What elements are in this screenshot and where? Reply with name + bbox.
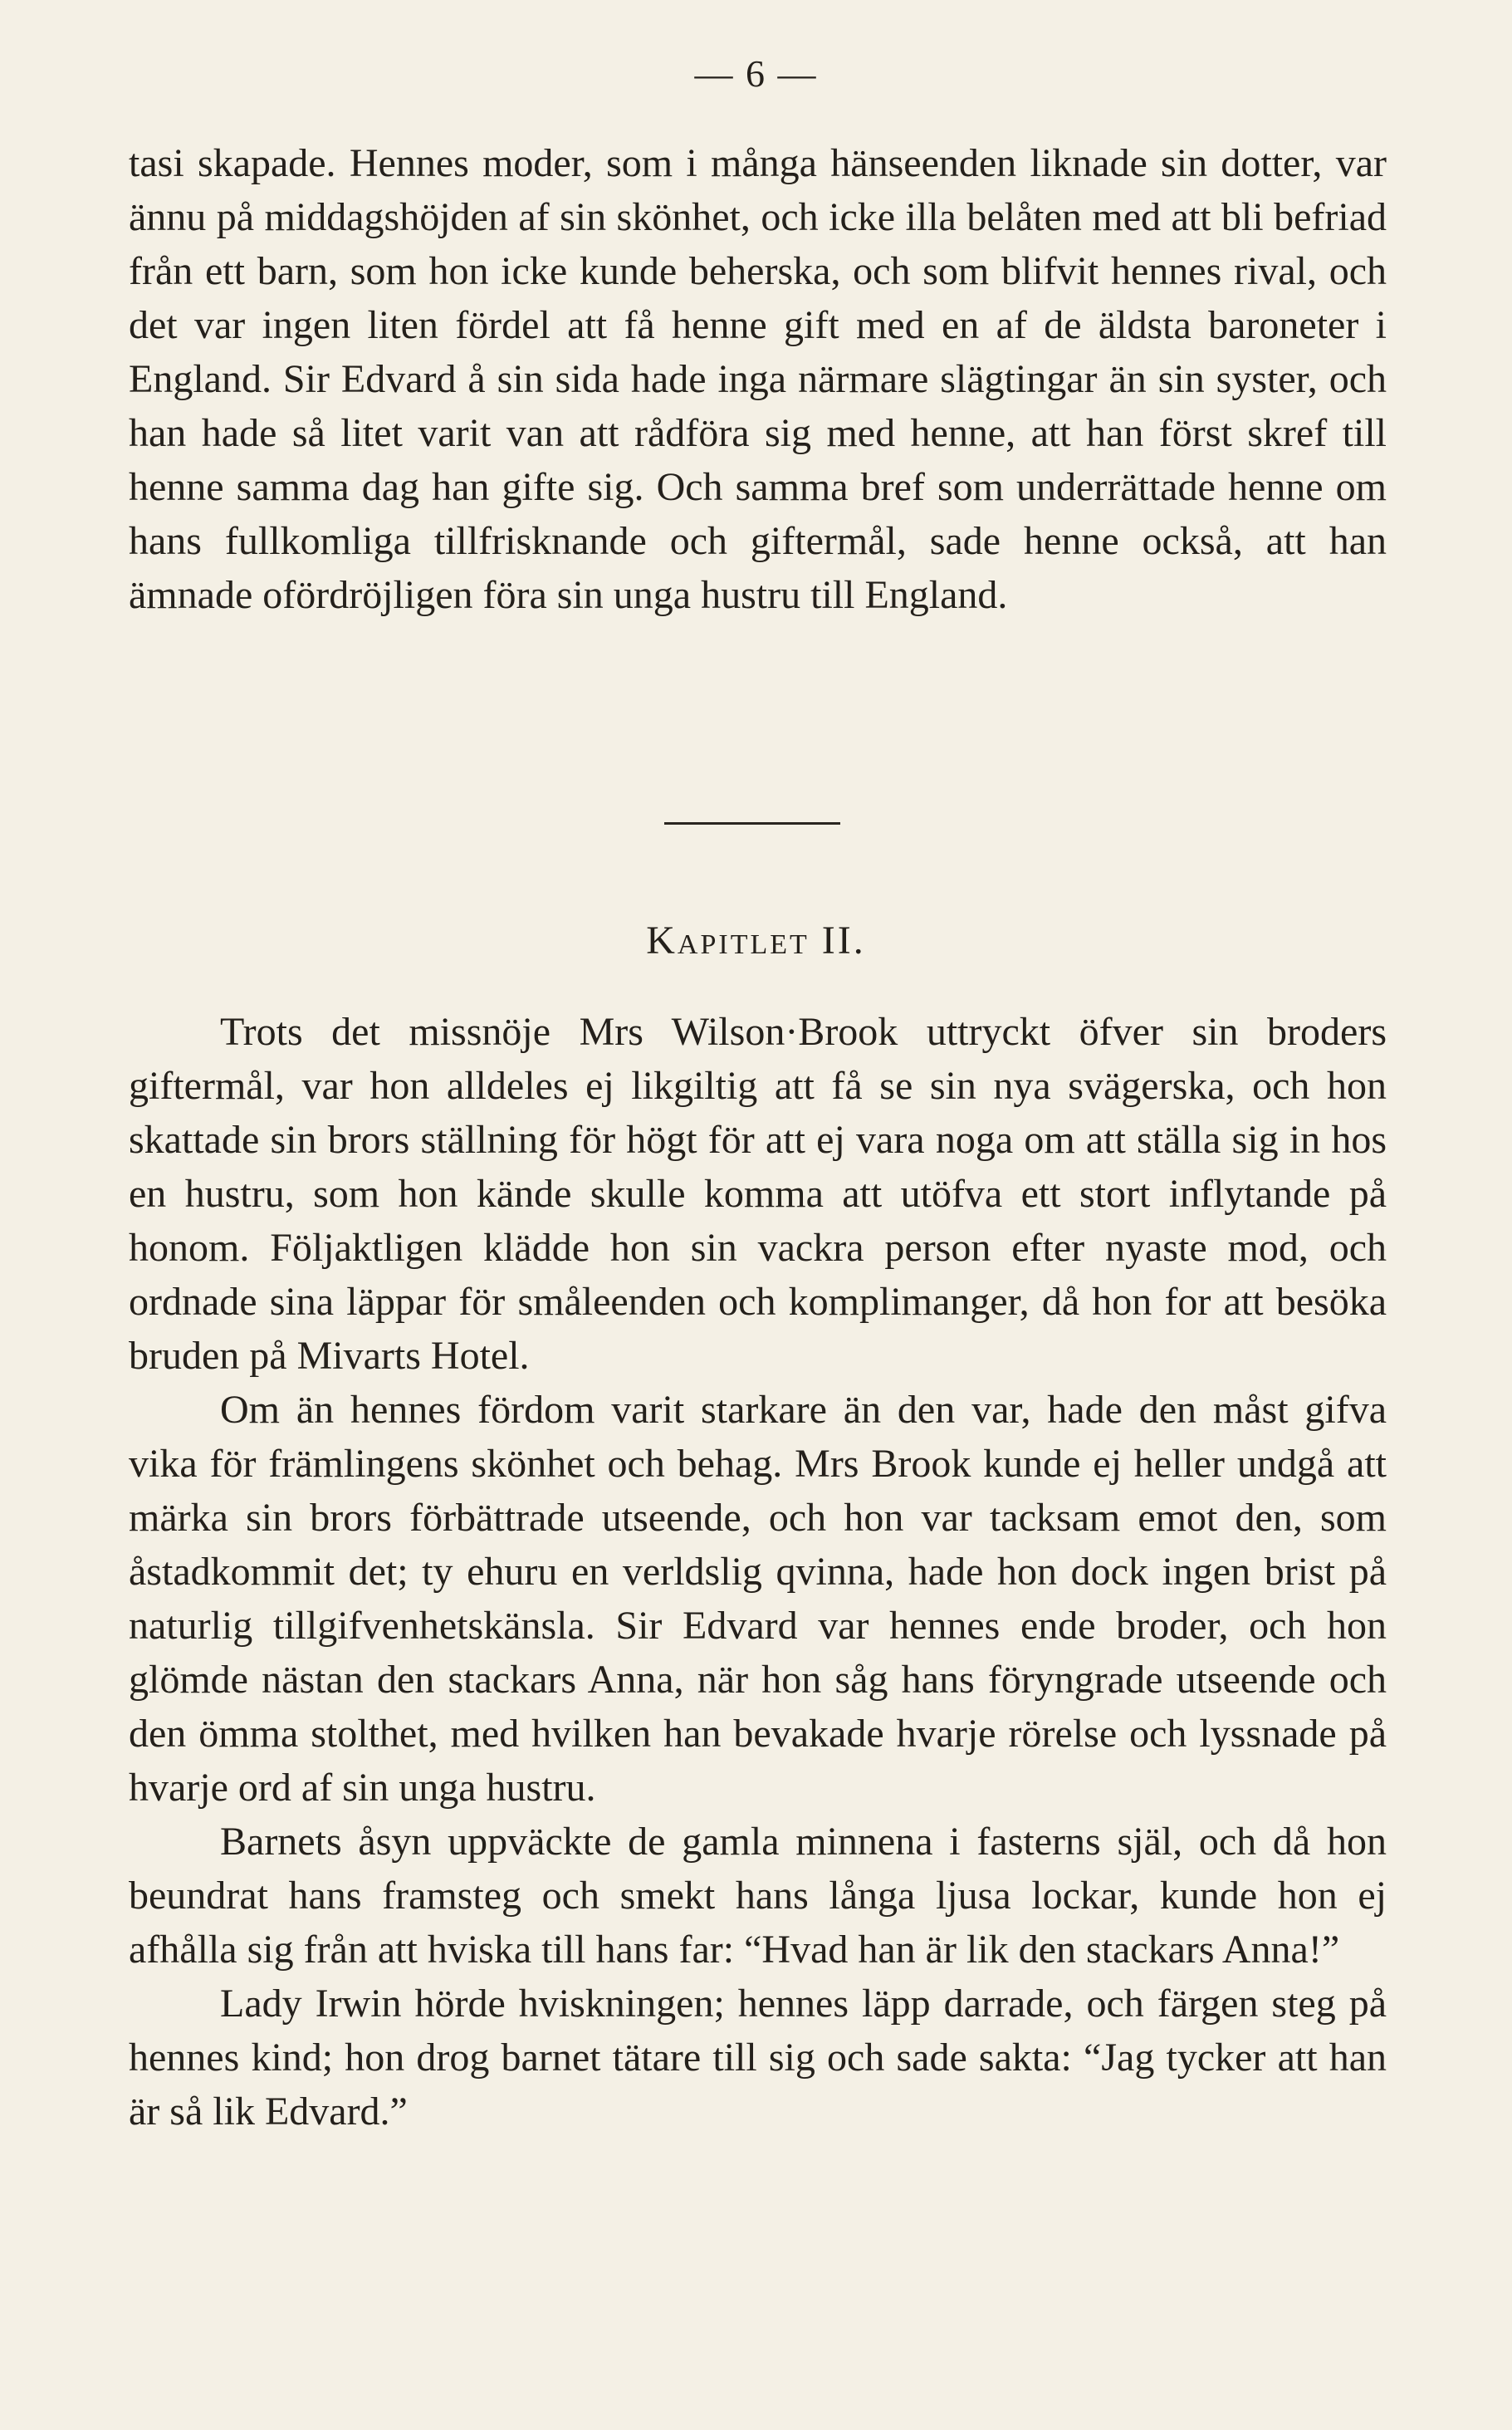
chapter-text-block [129, 1005, 1387, 2138]
page-number: — 6 — [694, 52, 818, 95]
paragraph: Barnets åsyn uppväckte de gamla minnena i fasterns själ, och då hon beundrat hans framsteg och smekt hans långa ljusa lockar, kunde hon ej afhålla sig från att hviska till hans far: “Hvad han är lik den stackars Anna!” [129, 1820, 1387, 1972]
chapter-heading: Kapitlet II. [646, 919, 866, 963]
opening-paragraph: tasi skapade. Hennes moder, som i många hänseenden liknade sin dotter, var ännu på middagshöjden af sin skönhet, och icke illa belåten med att bli befriad från ett barn, som hon icke kunde beherska, och som blifvit hennes rival, och det var ingen liten fördel att få henne gift med en af de äldsta baroneter i England. Sir Edvard å sin sida hade inga närmare slägtingar än sin syster, och han hade så litet varit van att rådföra sig med henne, att han först skref till henne samma dag han gifte sig. Och samma bref som underrättade henne om hans fullkomliga tillfrisknande och giftermål, sade henne också, att han ämnade ofördröjligen föra sin unga hustru till England. [129, 141, 1387, 617]
paragraph: Lady Irwin hörde hviskningen; hennes läpp darrade, och färgen steg på hennes kind; hon drog barnet tätare till sig och sade sakta: “Jag tycker att han är så lik Edvard.” [129, 1982, 1387, 2134]
paragraph: Om än hennes fördom varit starkare än den var, hade den måst gifva vika för främlingens skönhet och behag. Mrs Brook kunde ej heller undgå att märka sin brors förbättrade utseende, och hon var tacksam emot den, som åstadkommit det; ty ehuru en verldslig qvinna, hade hon dock ingen brist på naturlig tillgifvenhetskänsla. Sir Edvard var hennes ende broder, och hon glömde nästan den stackars Anna, när hon såg hans föryngrade utseende och den ömma stolthet, med hvilken han bevakade hvarje rörelse och lyssnade på hvarje ord af sin unga hustru. [129, 1388, 1387, 1810]
paragraph: Trots det missnöje Mrs Wilson·Brook uttryckt öfver sin broders giftermål, var hon alldeles ej likgiltig att få se sin nya svägerska, och hon skattade sin brors ställning för högt för att ej vara noga om att ställa sig in hos en hustru, som hon kände skulle komma att utöfva ett stort inflytande på honom. Följaktligen klädde hon sin vackra person efter nyaste mod, och ordnade sina läppar för småleenden och komplimanger, då hon for att besöka bruden på Mivarts Hotel. [129, 1010, 1387, 1378]
section-divider [664, 822, 840, 825]
opening-text-block [129, 136, 1387, 622]
